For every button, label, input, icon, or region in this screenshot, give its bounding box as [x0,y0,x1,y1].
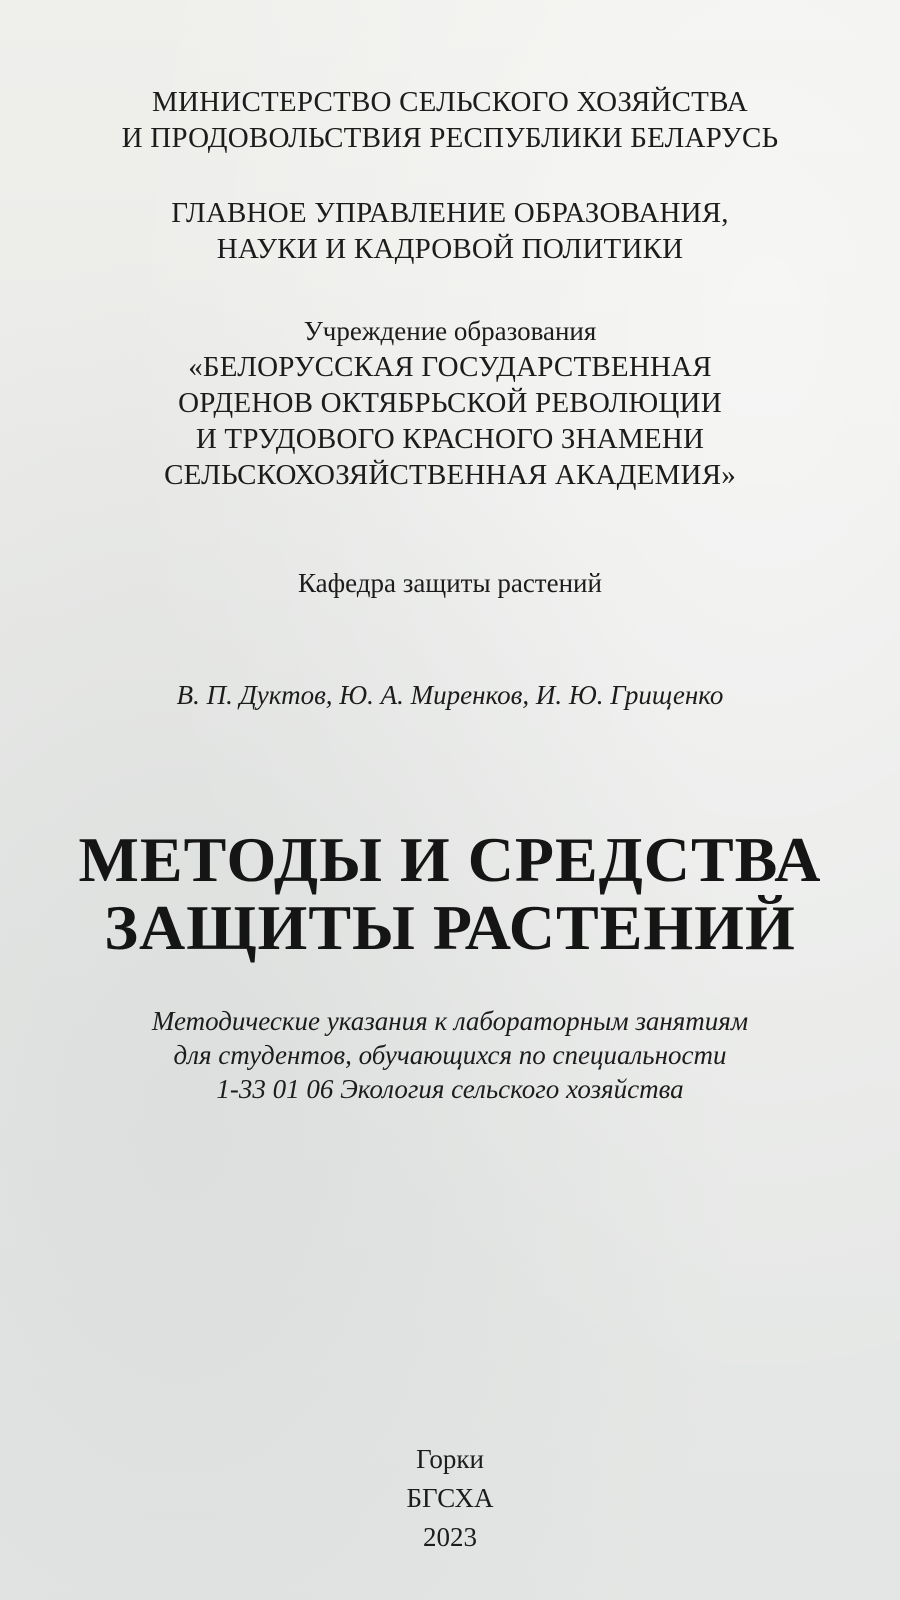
ministry-line-2: И ПРОДОВОЛЬСТВИЯ РЕСПУБЛИКИ БЕЛАРУСЬ [121,122,779,154]
imprint-publisher: БГСХА [406,1483,494,1513]
ministry-line-1: МИНИСТЕРСТВО СЕЛЬСКОГО ХОЗЯЙСТВА [152,86,748,118]
authors: В. П. Дуктов, Ю. А. Миренков, И. Ю. Грищенко [176,680,724,710]
directorate-heading [0,195,900,267]
institution-line-3: И ТРУДОВОГО КРАСНОГО ЗНАМЕНИ [195,423,705,455]
directorate-line-1: ГЛАВНОЕ УПРАВЛЕНИЕ ОБРАЗОВАНИЯ, [171,197,729,229]
document-title-line-2: ЗАЩИТЫ РАСТЕНИЙ [104,892,796,963]
imprint-year: 2023 [423,1522,477,1552]
document-title-line-1: МЕТОДЫ И СРЕДСТВА [78,824,822,895]
department-name: Кафедра защиты растений [298,568,602,598]
institution-heading [0,313,900,493]
subtitle-line-3: 1-33 01 06 Экология сельского хозяйства [216,1074,684,1104]
institution-line-1: «БЕЛОРУССКАЯ ГОСУДАРСТВЕННАЯ [188,351,712,383]
institution-type: Учреждение образования [303,316,597,346]
ministry-heading [0,84,900,156]
document-title [0,826,900,962]
subtitle-line-1: Методические указания к лабораторным занятиям [151,1006,749,1036]
imprint-city: Горки [416,1444,484,1474]
imprint [0,1440,900,1557]
directorate-line-2: НАУКИ И КАДРОВОЙ ПОЛИТИКИ [216,233,684,265]
institution-line-4: СЕЛЬСКОХОЗЯЙСТВЕННАЯ АКАДЕМИЯ» [164,459,736,491]
institution-line-2: ОРДЕНОВ ОКТЯБРЬСКОЙ РЕВОЛЮЦИИ [178,387,722,419]
subtitle-line-2: для студентов, обучающихся по специальности [173,1040,727,1070]
document-subtitle [0,1004,900,1106]
